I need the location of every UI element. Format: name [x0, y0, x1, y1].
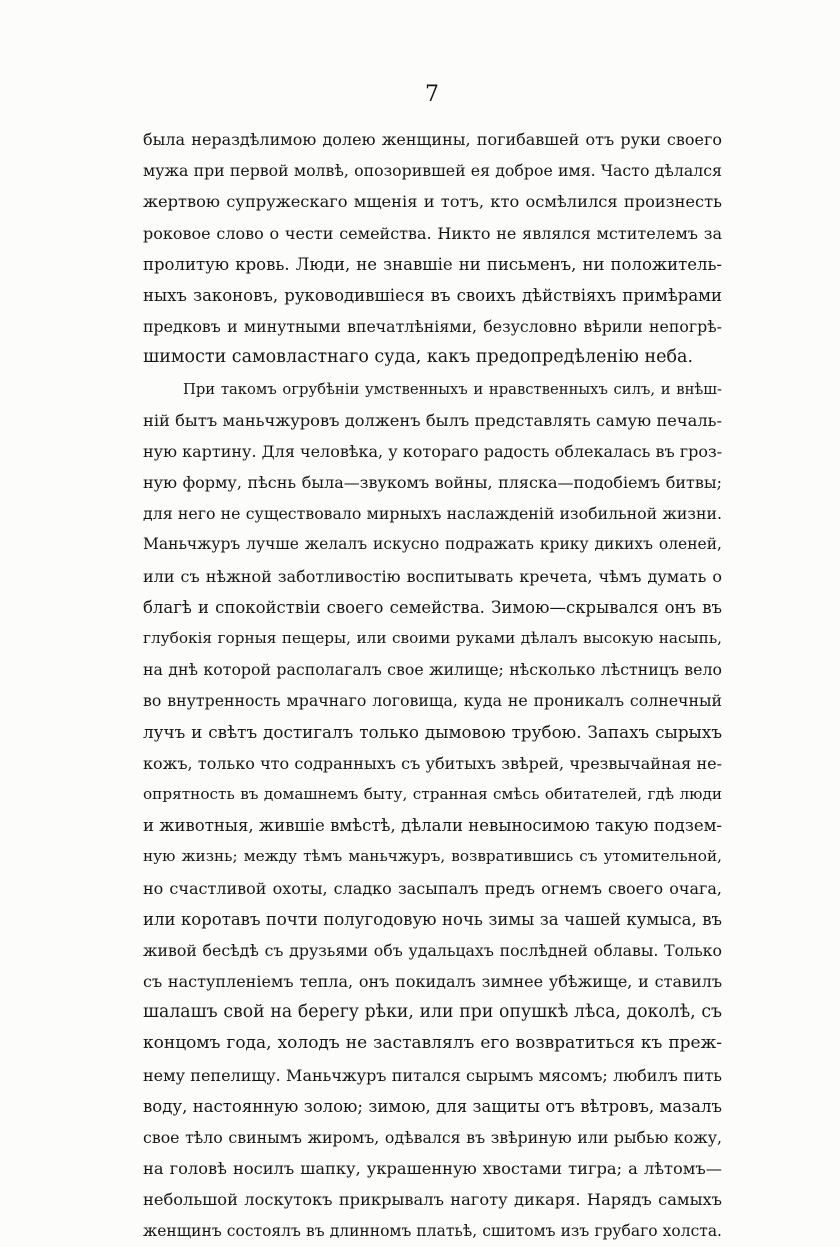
- text-line: лучъ и свѣтъ достигалъ только дымовою трубою. Запахъ сырыхъ: [143, 721, 722, 742]
- text-line: и животныя, жившіе вмѣстѣ, дѣлали невыносимою такую подзем-: [143, 816, 722, 836]
- text-line: глубокія горныя пещеры, или своими руками дѣлалъ высокую насыпь,: [143, 629, 722, 647]
- text-line: свое тѣло свинымъ жиромъ, одѣвался въ звѣриную или рыбью кожу,: [143, 1128, 722, 1147]
- body-text: [143, 124, 722, 1247]
- text-line: живой бесѣдѣ съ друзьями объ удальцахъ послѣдней облавы. Только: [143, 940, 722, 960]
- paragraph-first-line: При такомъ огрубѣніи умственныхъ и нравственныхъ силъ, и внѣш-: [183, 380, 722, 398]
- text-line: небольшой лоскутокъ прикрывалъ наготу дикаря. Нарядъ самыхъ: [143, 1190, 722, 1210]
- text-line: роковое слово о чести семейства. Никто не являлся мстителемъ за: [143, 223, 722, 243]
- text-line: опрятность въ домашнемъ быту, странная смѣсь обитателей, гдѣ люди: [143, 784, 722, 803]
- text-line: кожъ, только что содранныхъ съ убитыхъ звѣрей, чрезвычайная не-: [143, 753, 722, 773]
- text-line: или коротавъ почти полугодовую ночь зимы за чашей кумыса, въ: [143, 909, 722, 929]
- text-line: воду, настоянную золою; зимою, для защиты отъ вѣтровъ, мазалъ: [143, 1096, 722, 1116]
- paragraph-last-line: шимости самовластнаго суда, какъ предопредѣленію неба.: [143, 347, 694, 368]
- text-line: ную жизнь; между тѣмъ маньчжуръ, возвратившись съ утомительной,: [143, 847, 722, 866]
- text-line: ную форму, пѣснь была—звукомъ войны, пляска—подобіемъ битвы;: [143, 473, 722, 493]
- text-line: нему пепелищу. Маньчжуръ питался сырымъ мясомъ; любилъ пить: [143, 1065, 722, 1085]
- text-line: благѣ и спокойствіи своего семейства. Зимою—скрывался онъ въ: [143, 597, 722, 617]
- page-number: 7: [425, 82, 439, 107]
- text-line: жертвою супружескаго мщенія и тотъ, кто осмѣлился произнесть: [143, 192, 722, 212]
- text-line: для него не существовало мирныхъ наслажденій изобильной жизни.: [143, 504, 722, 524]
- text-line: женщинъ состоялъ въ длинномъ платьѣ, сшитомъ изъ грубаго холста.: [143, 1221, 722, 1240]
- text-line: во внутренность мрачнаго логовища, куда не проникалъ солнечный: [143, 691, 722, 711]
- text-line: предковъ и минутными впечатлѣніями, безусловно вѣрили непогрѣ-: [143, 317, 722, 337]
- text-line: или съ нѣжной заботливостію воспитывать кречета, чѣмъ думать о: [143, 566, 722, 586]
- text-line: мужа при первой молвѣ, опозорившей ея доброе имя. Часто дѣлался: [143, 161, 722, 181]
- text-line: ную картину. Для человѣка, у котораго радость облекалась въ гроз-: [143, 441, 723, 461]
- text-line: была нераздѣлимою долею женщины, погибавшей отъ руки своего: [143, 130, 722, 149]
- text-line: пролитую кровь. Люди, не знавшіе ни письменъ, ни положитель-: [143, 254, 722, 274]
- text-line: на днѣ которой располагалъ свое жилище; нѣсколько лѣстницъ вело: [143, 660, 722, 680]
- text-line: ныхъ законовъ, руководившіеся въ своихъ дѣйствіяхъ примѣрами: [143, 285, 722, 305]
- text-line: съ наступленіемъ тепла, онъ покидалъ зимнее убѣжище, и ставилъ: [143, 972, 722, 992]
- text-line: ній бытъ маньчжуровъ долженъ былъ представлять самую печаль-: [143, 410, 722, 430]
- text-line: на головѣ носилъ шапку, украшенную хвостами тигра; а лѣтомъ—: [143, 1159, 722, 1179]
- text-line: шалашъ свой на берегу рѣки, или при опушкѣ лѣса, доколѣ, съ: [143, 1002, 722, 1023]
- text-line: Маньчжуръ лучше желалъ искусно подражать крику дикихъ оленей,: [143, 535, 722, 554]
- text-line: но счастливой охоты, сладко засыпалъ предъ огнемъ своего очага,: [143, 878, 722, 898]
- text-line: концомъ года, холодъ не заставлялъ его возвратиться къ преж-: [143, 1033, 722, 1054]
